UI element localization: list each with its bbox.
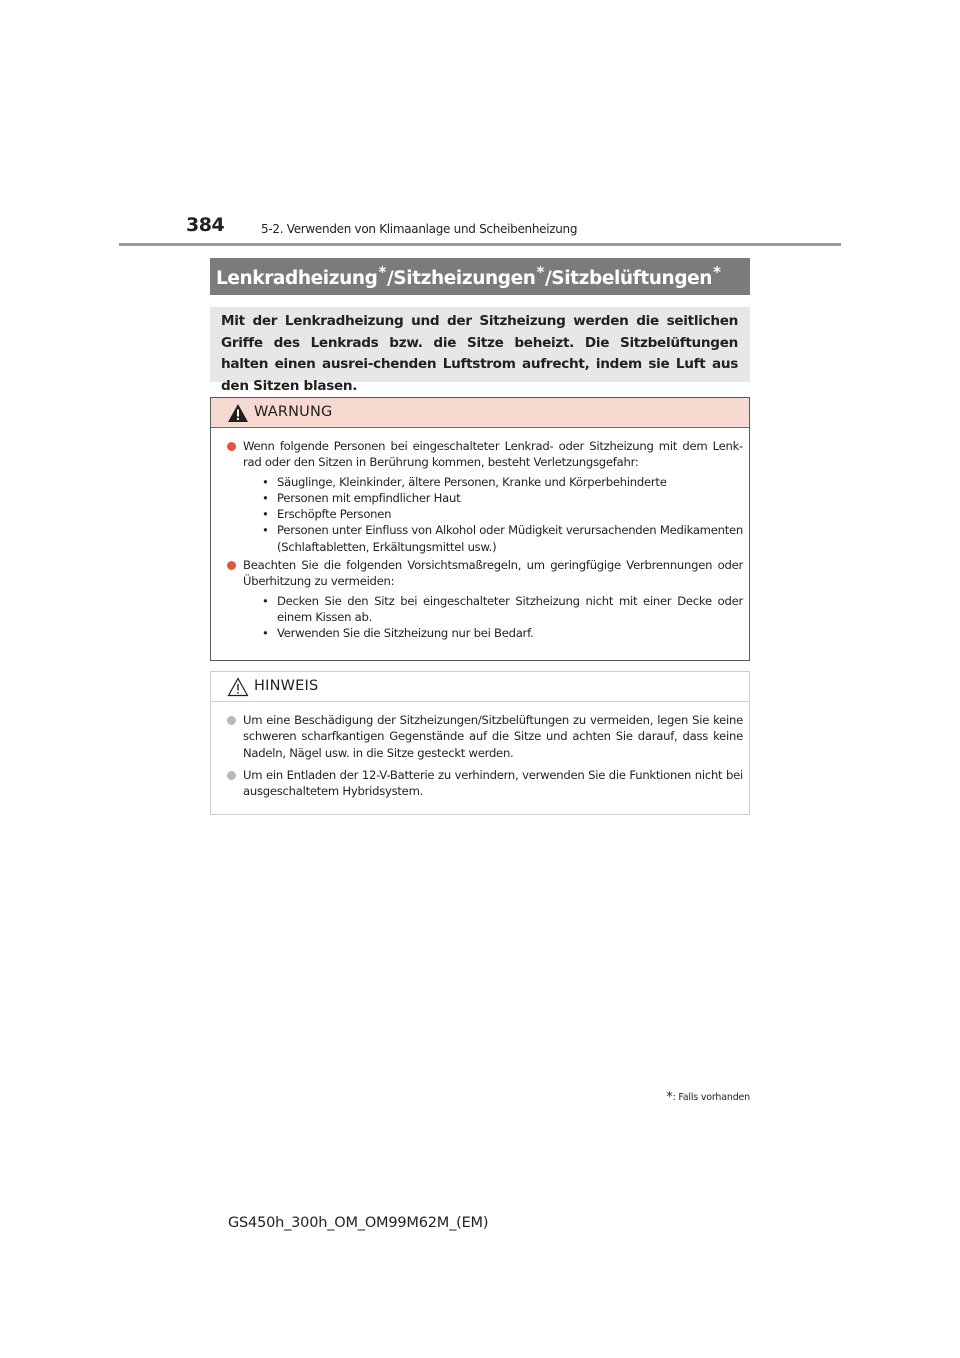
warning-subitem: • Erschöpfte Personen	[243, 506, 743, 522]
warning-item-text: Wenn folgende Personen bei eingeschalteter Lenkrad- oder Sitzheizung mit dem Lenk-rad oder den Sitzen in Berührung kommen, besteht Verletzungsgefahr:	[243, 439, 743, 470]
notice-body	[211, 702, 749, 799]
warning-box	[210, 397, 750, 661]
notice-label: HINWEIS	[254, 678, 319, 694]
warning-item-text: Beachten Sie die folgenden Vorsichtsmaßregeln, um geringfügige Verbrennungen oder Überhitzung zu vermeiden:	[243, 558, 743, 589]
header-divider	[119, 243, 841, 246]
asterisk-mark: *	[666, 1090, 673, 1105]
asterisk-mark: *	[378, 263, 386, 281]
footnote	[666, 1090, 750, 1105]
warning-sublist	[243, 593, 743, 642]
footnote-text: : Falls vorhanden	[672, 1092, 750, 1103]
asterisk-mark: *	[536, 263, 544, 281]
intro-paragraph: Mit der Lenkradheizung und der Sitzheizung werden die seitlichen Griffe des Lenkrads bzw. die Sitze beheizt. Die Sitzbelüftungen halten einen ausrei-chenden Luftstrom aufrecht, indem sie Luft aus den Sitzen blasen.	[210, 307, 750, 382]
notice-header	[211, 672, 749, 702]
notice-item-text: Um eine Beschädigung der Sitzheizungen/Sitzbelüftungen zu vermeiden, legen Sie keine schweren scharfkantigen Gegenstände auf die Sitze und achten Sie darauf, dass keine Nadeln, Nägel usw. in die Sitze gesteckt werden.	[243, 713, 743, 760]
warning-subitem: • Säuglinge, Kleinkinder, ältere Personen, Kranke und Körperbehinderte	[243, 474, 743, 490]
warning-item	[223, 557, 743, 641]
bullet-dot	[227, 716, 236, 725]
page-title	[210, 258, 750, 295]
warning-item	[223, 438, 743, 555]
bullet-dot	[227, 561, 236, 570]
caution-triangle-icon	[227, 677, 249, 697]
warning-label: WARNUNG	[254, 404, 333, 420]
title-part-1: Lenkradheizung	[216, 268, 378, 289]
warning-body	[211, 428, 749, 642]
section-heading: 5-2. Verwenden von Klimaanlage und Scheibenheizung	[261, 222, 578, 236]
asterisk-mark: *	[713, 263, 721, 281]
document-code: GS450h_300h_OM_OM99M62M_(EM)	[228, 1215, 489, 1231]
warning-subitem: • Personen unter Einfluss von Alkohol oder Müdigkeit verursachenden Medikamenten (Schlaftabletten, Erkältungsmittel usw.)	[243, 522, 743, 555]
warning-sublist	[243, 474, 743, 555]
bullet-dot	[227, 442, 236, 451]
notice-box	[210, 671, 750, 815]
warning-triangle-icon	[227, 403, 249, 423]
notice-item	[223, 767, 743, 800]
notice-item	[223, 712, 743, 761]
bullet-dot	[227, 771, 236, 780]
warning-subitem: • Decken Sie den Sitz bei eingeschalteter Sitzheizung nicht mit einer Decke oder einem Kissen ab.	[243, 593, 743, 626]
notice-item-text: Um ein Entladen der 12-V-Batterie zu verhindern, verwenden Sie die Funktionen nicht bei ausgeschaltetem Hybridsystem.	[243, 767, 743, 799]
page-number: 384	[186, 214, 225, 236]
title-part-3: /Sitzbelüftungen	[544, 268, 713, 289]
title-part-2: /Sitzheizungen	[386, 268, 536, 289]
warning-subitem: • Verwenden Sie die Sitzheizung nur bei Bedarf.	[243, 625, 743, 641]
warning-header	[211, 398, 749, 428]
warning-subitem: • Personen mit empfindlicher Haut	[243, 490, 743, 506]
